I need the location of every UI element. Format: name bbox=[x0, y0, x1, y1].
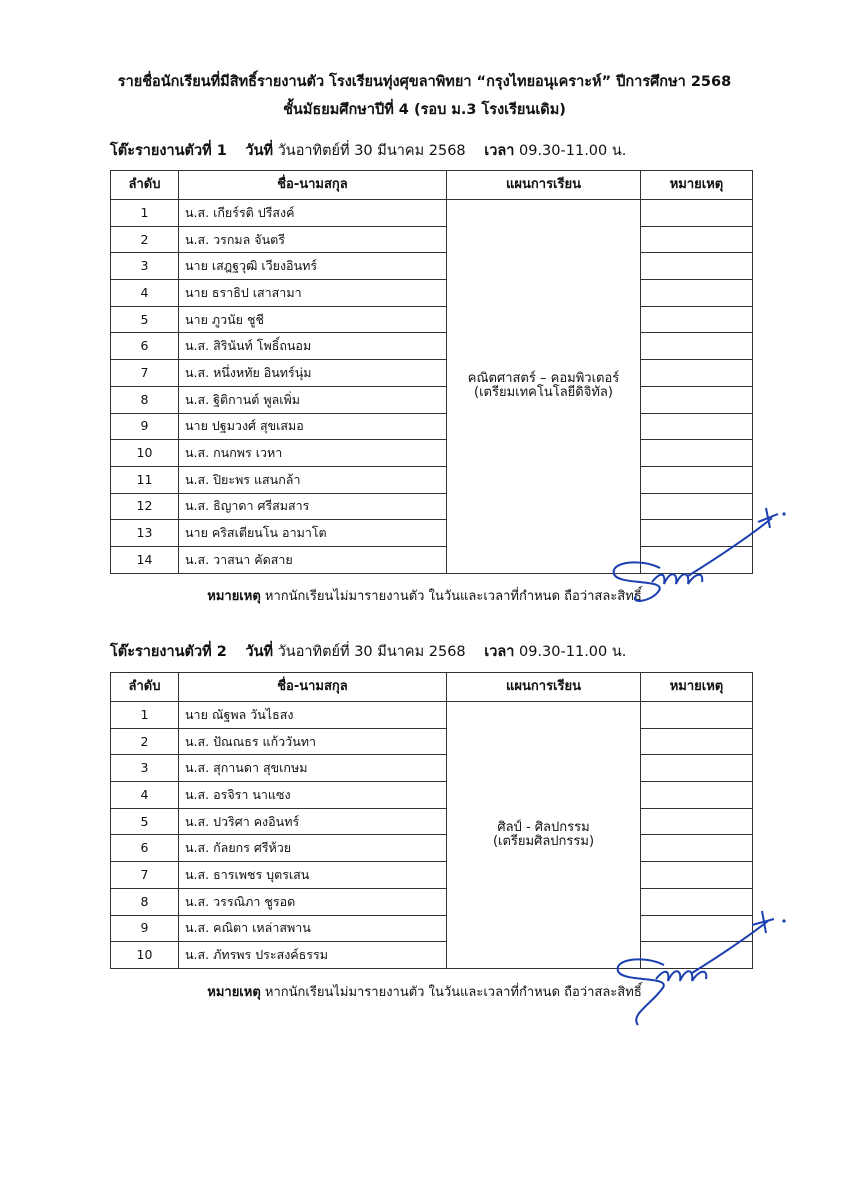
column-order: ลำดับ bbox=[111, 171, 179, 200]
table-row bbox=[111, 226, 753, 253]
remark-cell bbox=[641, 835, 753, 862]
remark-cell bbox=[641, 306, 753, 333]
student-name: น.ส. กัลยกร ศรีห้วย bbox=[179, 835, 447, 862]
row-number: 8 bbox=[111, 386, 179, 413]
student-name: น.ส. สิรินันท์ โพธิ์ถนอม bbox=[179, 333, 447, 360]
table-row bbox=[111, 253, 753, 280]
row-number: 10 bbox=[111, 942, 179, 969]
table-row bbox=[111, 862, 753, 889]
student-name: น.ส. วรกมล จันตรี bbox=[179, 226, 447, 253]
remark-cell bbox=[641, 280, 753, 307]
table-row bbox=[111, 306, 753, 333]
column-remark: หมายเหตุ bbox=[641, 171, 753, 200]
remark-cell bbox=[641, 808, 753, 835]
study-plan-line: (เตรียมศิลปกรรม) bbox=[492, 833, 595, 849]
note-label: หมายเหตุ bbox=[207, 589, 261, 604]
remark-cell bbox=[641, 386, 753, 413]
row-number: 6 bbox=[111, 333, 179, 360]
row-number: 3 bbox=[111, 253, 179, 280]
column-order: ลำดับ bbox=[111, 673, 179, 702]
student-name: น.ส. ธารเพชร บุตรเสน bbox=[179, 862, 447, 889]
date-value: วันอาทิตย์ที่ 30 มีนาคม 2568 bbox=[277, 644, 466, 660]
student-name: น.ส. วาสนา คัดสาย bbox=[179, 546, 447, 573]
table-row bbox=[111, 280, 753, 307]
row-number: 9 bbox=[111, 413, 179, 440]
remark-cell bbox=[641, 226, 753, 253]
table-row bbox=[111, 755, 753, 782]
remark-cell bbox=[641, 360, 753, 387]
remark-cell bbox=[641, 755, 753, 782]
student-name: น.ส. ภัทรพร ประสงค์ธรรม bbox=[179, 942, 447, 969]
table-row bbox=[111, 808, 753, 835]
remark-cell bbox=[641, 333, 753, 360]
column-name: ชื่อ-นามสกุล bbox=[179, 673, 447, 702]
row-number: 1 bbox=[111, 200, 179, 227]
row-number: 6 bbox=[111, 835, 179, 862]
remark-cell bbox=[641, 782, 753, 809]
student-name: นาย คริสเตียนโน อามาโต bbox=[179, 520, 447, 547]
remark-cell bbox=[641, 862, 753, 889]
table-row bbox=[111, 386, 753, 413]
remark-cell bbox=[641, 440, 753, 467]
document-title: รายชื่อนักเรียนที่มีสิทธิ์รายงานตัว โรงเรียนทุ่งศุขลาพิทยา “กรุงไทยอนุเคราะห์” ปีการศึกษา 2568 bbox=[117, 74, 732, 90]
note-label: หมายเหตุ bbox=[207, 985, 261, 1000]
student-name: นาย ภูวนัย ชูชี bbox=[179, 306, 447, 333]
row-number: 2 bbox=[111, 226, 179, 253]
column-name: ชื่อ-นามสกุล bbox=[179, 171, 447, 200]
table-row bbox=[111, 200, 753, 227]
desk-label: โต๊ะรายงานตัวที่ 2 bbox=[110, 644, 227, 660]
signature-icon bbox=[600, 905, 790, 1035]
remark-cell bbox=[641, 413, 753, 440]
remark-cell bbox=[641, 253, 753, 280]
row-number: 10 bbox=[111, 440, 179, 467]
note-text: หากนักเรียนไม่มารายงานตัว ในวันและเวลาที่กำหนด ถือว่าสละสิทธิ์ bbox=[264, 589, 642, 604]
student-name: น.ส. สุกานดา สุขเกษม bbox=[179, 755, 447, 782]
document-subtitle: ชั้นมัธยมศึกษาปีที่ 4 (รอบ ม.3 โรงเรียนเดิม) bbox=[283, 102, 566, 118]
student-name: น.ส. ธิญาดา ศรีสมสาร bbox=[179, 493, 447, 520]
table-row bbox=[111, 333, 753, 360]
student-name: น.ส. ปัณณธร แก้ววันทา bbox=[179, 728, 447, 755]
time-value: 09.30-11.00 น. bbox=[519, 644, 627, 660]
table-row bbox=[111, 835, 753, 862]
row-number: 5 bbox=[111, 306, 179, 333]
remark-cell bbox=[641, 466, 753, 493]
desk-label: โต๊ะรายงานตัวที่ 1 bbox=[110, 143, 227, 159]
row-number: 1 bbox=[111, 702, 179, 729]
time-value: 09.30-11.00 น. bbox=[519, 143, 627, 159]
student-name: น.ส. คณิตา เหล่าสพาน bbox=[179, 915, 447, 942]
row-number: 13 bbox=[111, 520, 179, 547]
column-plan: แผนการเรียน bbox=[447, 171, 641, 200]
student-name: นาย ปฐมวงศ์ สุขเสมอ bbox=[179, 413, 447, 440]
row-number: 12 bbox=[111, 493, 179, 520]
note-text: หากนักเรียนไม่มารายงานตัว ในวันและเวลาที่กำหนด ถือว่าสละสิทธิ์ bbox=[264, 985, 642, 1000]
date-label: วันที่ bbox=[245, 143, 274, 159]
study-plan-line: ศิลป์ - ศิลปกรรม bbox=[497, 819, 590, 835]
row-number: 7 bbox=[111, 862, 179, 889]
student-name: น.ส. กนกพร เวหา bbox=[179, 440, 447, 467]
student-name: น.ส. หนึ่งหทัย อินทร์นุ่ม bbox=[179, 360, 447, 387]
row-number: 5 bbox=[111, 808, 179, 835]
student-name: น.ส. ปวริศา คงอินทร์ bbox=[179, 808, 447, 835]
row-number: 7 bbox=[111, 360, 179, 387]
remark-cell bbox=[641, 728, 753, 755]
desk-2-heading bbox=[110, 640, 752, 663]
student-name: นาย เสฎฐวุฒิ เวียงอินทร์ bbox=[179, 253, 447, 280]
remark-cell bbox=[641, 200, 753, 227]
table-row bbox=[111, 466, 753, 493]
student-name: นาย ธราธิป เสาสามา bbox=[179, 280, 447, 307]
student-name: น.ส. เกียร์รติ ปรีสงค์ bbox=[179, 200, 447, 227]
student-name: น.ส. อรจิรา นาแซง bbox=[179, 782, 447, 809]
table-row bbox=[111, 440, 753, 467]
time-label: เวลา bbox=[484, 143, 515, 159]
student-name: น.ส. ฐิติกานต์ พูลเพิ่ม bbox=[179, 386, 447, 413]
row-number: 9 bbox=[111, 915, 179, 942]
row-number: 3 bbox=[111, 755, 179, 782]
student-name: น.ส. ปิยะพร แสนกล้า bbox=[179, 466, 447, 493]
table-row bbox=[111, 782, 753, 809]
row-number: 8 bbox=[111, 888, 179, 915]
study-plan-line: คณิตศาสตร์ – คอมพิวเตอร์ bbox=[467, 371, 620, 387]
table-row bbox=[111, 413, 753, 440]
study-plan-line: (เตรียมเทคโนโลยีดิจิทัล) bbox=[474, 385, 613, 401]
signature-icon bbox=[600, 500, 790, 610]
desk-1-heading bbox=[110, 139, 752, 162]
row-number: 4 bbox=[111, 280, 179, 307]
row-number: 2 bbox=[111, 728, 179, 755]
row-number: 14 bbox=[111, 546, 179, 573]
time-label: เวลา bbox=[484, 644, 515, 660]
row-number: 4 bbox=[111, 782, 179, 809]
student-name: นาย ณัฐพล วันไธสง bbox=[179, 702, 447, 729]
remark-cell bbox=[641, 702, 753, 729]
date-label: วันที่ bbox=[245, 644, 274, 660]
student-name: น.ส. วรรณิภา ชูรอด bbox=[179, 888, 447, 915]
row-number: 11 bbox=[111, 466, 179, 493]
table-row bbox=[111, 702, 753, 729]
table-row bbox=[111, 728, 753, 755]
column-plan: แผนการเรียน bbox=[447, 673, 641, 702]
date-value: วันอาทิตย์ที่ 30 มีนาคม 2568 bbox=[277, 143, 466, 159]
table-header-row bbox=[111, 171, 753, 200]
table-header-row bbox=[111, 673, 753, 702]
column-remark: หมายเหตุ bbox=[641, 673, 753, 702]
table-row bbox=[111, 360, 753, 387]
